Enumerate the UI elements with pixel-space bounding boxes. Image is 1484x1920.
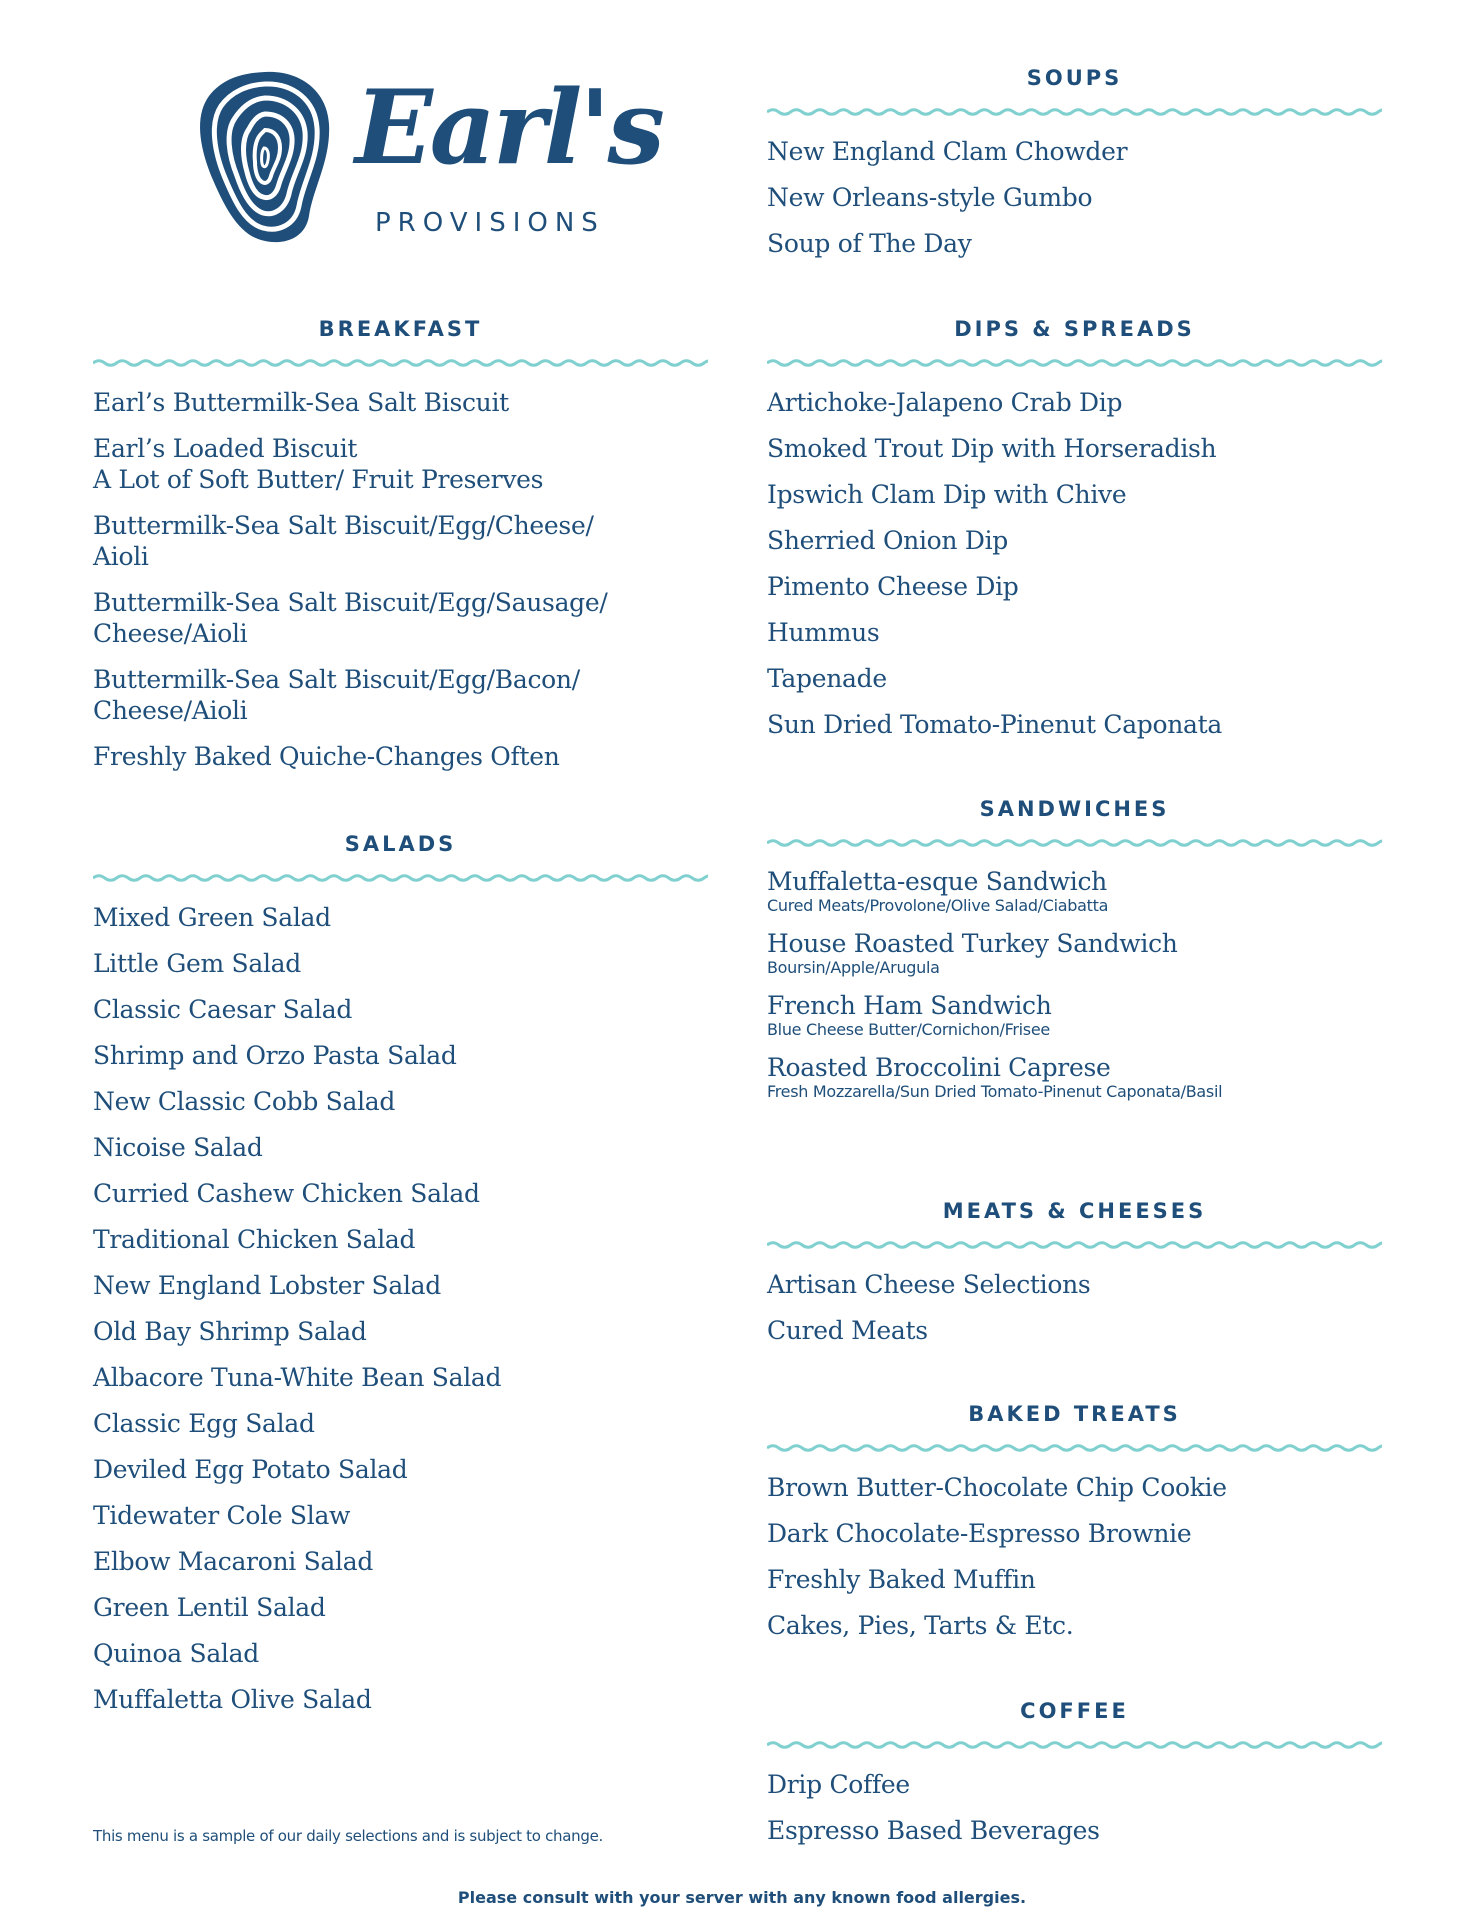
menu-item: [93, 510, 708, 572]
menu-item: Albacore Tuna-White Bean Salad: [93, 1363, 502, 1392]
wave-divider: [93, 355, 708, 371]
menu-item: Mixed Green Salad: [93, 903, 331, 932]
menu-item: Deviled Egg Potato Salad: [93, 1455, 408, 1484]
menu-item: [93, 587, 708, 649]
wave-line: [93, 876, 708, 881]
wave-divider: [767, 104, 1382, 120]
section-heading: SANDWICHES: [979, 797, 1170, 821]
sandwich-item: [767, 1053, 1382, 1101]
menu-item: Drip Coffee: [767, 1770, 910, 1799]
wave-divider: [767, 1737, 1382, 1753]
menu-item-line: Buttermilk-Sea Salt Biscuit/Egg/Bacon/: [93, 665, 580, 694]
menu-item: New Classic Cobb Salad: [93, 1087, 396, 1116]
menu-item-line: Buttermilk-Sea Salt Biscuit/Egg/Cheese/: [93, 511, 594, 540]
wave-line: [767, 361, 1382, 366]
menu-item: Curried Cashew Chicken Salad: [93, 1179, 480, 1208]
sandwich-description: Blue Cheese Butter/Cornichon/Frisee: [767, 1020, 1050, 1039]
soups-list: [767, 136, 1382, 259]
menu-item: Espresso Based Beverages: [767, 1816, 1100, 1845]
sandwich-description: Cured Meats/Provolone/Olive Salad/Ciabatta: [767, 896, 1109, 915]
menu-item: [93, 664, 708, 726]
menu-item-line: Earl’s Loaded Biscuit: [93, 434, 358, 463]
menu-item: Classic Caesar Salad: [93, 995, 353, 1024]
wave-divider: [767, 1440, 1382, 1456]
sandwich-name: House Roasted Turkey Sandwich: [767, 929, 1178, 958]
wave-line: [767, 1243, 1382, 1248]
menu-item-line-continued: Cheese/Aioli: [93, 696, 248, 725]
menu-item: Artichoke-Jalapeno Crab Dip: [767, 388, 1123, 417]
menu-item: Artisan Cheese Selections: [767, 1270, 1091, 1299]
oyster-icon: [195, 68, 335, 248]
breakfast-section: [93, 315, 708, 787]
section-heading: SALADS: [344, 832, 457, 856]
section-heading: DIPS & SPREADS: [954, 317, 1195, 341]
sandwich-name: Roasted Broccolini Caprese: [767, 1053, 1111, 1082]
section-heading: COFFEE: [1020, 1699, 1129, 1723]
wave-line: [767, 1446, 1382, 1451]
sandwich-item: [767, 991, 1382, 1039]
sandwich-name: Muffaletta-esque Sandwich: [767, 867, 1107, 896]
logo: [195, 68, 662, 248]
menu-item: Soup of The Day: [767, 229, 972, 258]
menu-item: Freshly Baked Muffin: [767, 1565, 1036, 1594]
wave-line: [767, 110, 1382, 115]
menu-item: Brown Butter-Chocolate Chip Cookie: [767, 1473, 1227, 1502]
section-heading: MEATS & CHEESES: [942, 1199, 1207, 1223]
menu-item: Pimento Cheese Dip: [767, 572, 1019, 601]
menu-item: Dark Chocolate-Espresso Brownie: [767, 1519, 1192, 1548]
allergy-notice: Please consult with your server with any known food allergies.: [457, 1888, 1027, 1907]
salads-section: [93, 830, 708, 1730]
menu-item: Hummus: [767, 618, 880, 647]
menu-item-line: Freshly Baked Quiche-Changes Often: [93, 742, 560, 771]
dips-list: [767, 387, 1382, 740]
menu-item: Tapenade: [767, 664, 887, 693]
sandwich-name: French Ham Sandwich: [767, 991, 1052, 1020]
menu-item: Elbow Macaroni Salad: [93, 1547, 374, 1576]
menu-item: [93, 741, 708, 772]
section-heading: BAKED TREATS: [968, 1402, 1181, 1426]
menu-item: Sun Dried Tomato-Pinenut Caponata: [767, 710, 1223, 739]
coffee-section: [767, 1697, 1382, 1861]
menu-item-line: Earl’s Buttermilk-Sea Salt Biscuit: [93, 388, 509, 417]
menu-disclaimer: This menu is a sample of our daily selections and is subject to change.: [93, 1827, 603, 1845]
menu-item: Sherried Onion Dip: [767, 526, 1008, 555]
brand-wordmark: Earl's: [355, 68, 662, 188]
menu-item: New England Clam Chowder: [767, 137, 1128, 166]
baked-section: [767, 1400, 1382, 1656]
menu-item: Muffaletta Olive Salad: [93, 1685, 372, 1714]
sandwich-item: [767, 867, 1382, 915]
sandwich-description: Fresh Mozzarella/Sun Dried Tomato-Pinenut Caponata/Basil: [767, 1082, 1223, 1101]
dips-section: [767, 315, 1382, 755]
menu-item: Quinoa Salad: [93, 1639, 259, 1668]
menu-item: Classic Egg Salad: [93, 1409, 315, 1438]
soups-section: [767, 64, 1382, 274]
baked-list: [767, 1472, 1382, 1641]
wave-line: [767, 841, 1382, 846]
sandwich-item: [767, 929, 1382, 977]
menu-item: Cakes, Pies, Tarts & Etc.: [767, 1611, 1074, 1640]
sandwiches-list: [767, 867, 1382, 1101]
menu-item: Shrimp and Orzo Pasta Salad: [93, 1041, 457, 1070]
section-heading: BREAKFAST: [318, 317, 483, 341]
menu-item: Nicoise Salad: [93, 1133, 263, 1162]
menu-item: Cured Meats: [767, 1316, 928, 1345]
menu-item: Little Gem Salad: [93, 949, 301, 978]
menu-item: New England Lobster Salad: [93, 1271, 441, 1300]
coffee-list: [767, 1769, 1382, 1846]
menu-item: Old Bay Shrimp Salad: [93, 1317, 367, 1346]
section-heading: SOUPS: [1026, 66, 1123, 90]
menu-item: [93, 433, 708, 495]
sandwiches-section: [767, 795, 1382, 1115]
menu-item: Ipswich Clam Dip with Chive: [767, 480, 1127, 509]
menu-item-line-continued: Aioli: [93, 542, 149, 571]
wave-line: [767, 1743, 1382, 1748]
wave-divider: [767, 355, 1382, 371]
salads-list: [93, 902, 708, 1715]
menu-item: Smoked Trout Dip with Horseradish: [767, 434, 1217, 463]
menu-item-line-continued: A Lot of Soft Butter/ Fruit Preserves: [93, 465, 544, 494]
meats-list: [767, 1269, 1382, 1346]
menu-item: Tidewater Cole Slaw: [93, 1501, 351, 1530]
wave-divider: [93, 870, 708, 886]
wave-divider: [767, 835, 1382, 851]
wave-divider: [767, 1237, 1382, 1253]
menu-item: Traditional Chicken Salad: [93, 1225, 416, 1254]
brand-subtitle: PROVISIONS: [375, 208, 605, 238]
wave-line: [93, 361, 708, 366]
meats-section: [767, 1197, 1382, 1361]
breakfast-list: [93, 387, 708, 772]
menu-item-line-continued: Cheese/Aioli: [93, 619, 248, 648]
sandwich-description: Boursin/Apple/Arugula: [767, 958, 940, 977]
menu-item-line: Buttermilk-Sea Salt Biscuit/Egg/Sausage/: [93, 588, 608, 617]
menu-item: Green Lentil Salad: [93, 1593, 326, 1622]
menu-item: [93, 387, 708, 418]
menu-item: New Orleans-style Gumbo: [767, 183, 1093, 212]
